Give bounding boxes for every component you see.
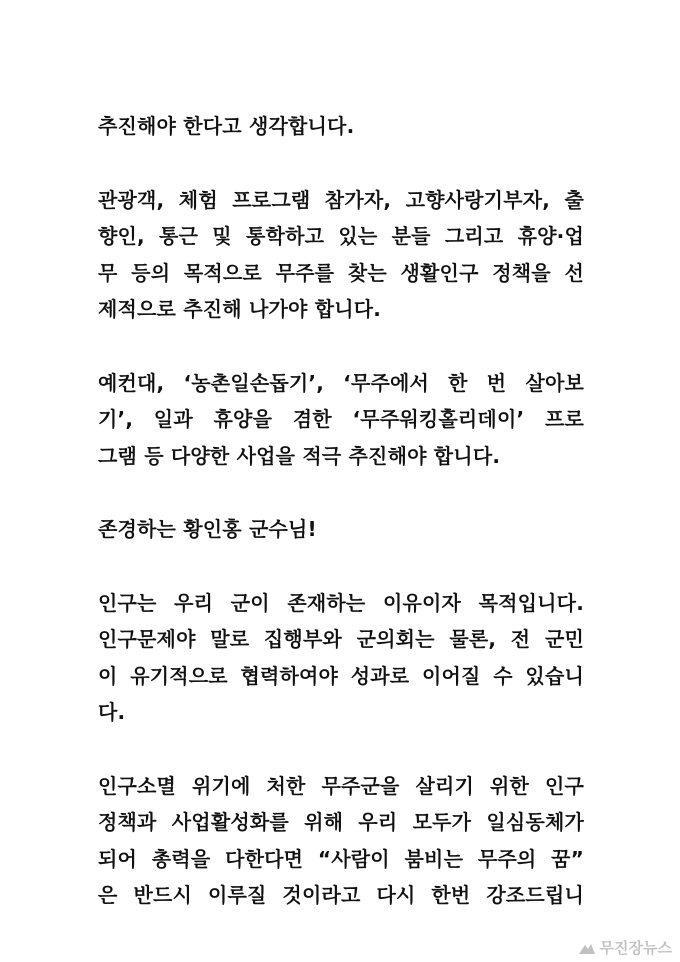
document-page xyxy=(98,108,584,951)
text-line: 기’, 일과 휴양을 겸한 ‘무주워킹홀리데이’ 프로 xyxy=(98,407,584,431)
text-line: 제적으로 추진해 나가야 합니다. xyxy=(98,297,382,321)
watermark-text: 무진장뉴스 xyxy=(599,939,672,957)
paragraph-4 xyxy=(98,511,584,548)
text-line: 그램 등 다양한 사업을 적극 추진해야 합니다. xyxy=(98,443,501,468)
text-line: 다. xyxy=(98,700,126,724)
text-line: 관광객, 체험 프로그램 참가자, 고향사랑기부자, 출 xyxy=(98,187,584,212)
text-line: 되어 총력을 다한다면 “사람이 붐비는 무주의 꿈” xyxy=(98,846,584,871)
paragraph-6 xyxy=(98,768,584,914)
watermark xyxy=(578,937,672,958)
text-line: 인구는 우리 군이 존재하는 이유이자 목적입니다. xyxy=(98,590,584,615)
paragraph-5 xyxy=(98,585,584,731)
paragraph-2 xyxy=(98,182,584,328)
text-line: 예컨대, ‘농촌일손돕기’, ‘무주에서 한 번 살아보 xyxy=(98,370,584,395)
text-line: 인구문제야 말로 집행부와 군의회는 물론, 전 군민 xyxy=(98,627,584,651)
text-line: 은 반드시 이루질 것이라고 다시 한번 강조드립니 xyxy=(98,883,584,907)
text-line: 인구소멸 위기에 처한 무주군을 살리기 위한 인구 xyxy=(98,773,584,798)
text-line: 무 등의 목적으로 무주를 찾는 생활인구 정책을 선 xyxy=(98,260,584,285)
mountain-logo-icon xyxy=(578,941,596,955)
text-line: 존경하는 황인홍 군수님! xyxy=(98,517,317,541)
text-line: 추진해야 한다고 생각합니다. xyxy=(98,114,355,138)
paragraph-1 xyxy=(98,108,584,145)
text-line: 이 유기적으로 협력하여야 성과로 이어질 수 있습니 xyxy=(98,663,584,688)
text-line: 향인, 통근 및 통학하고 있는 분들 그리고 휴양·업 xyxy=(98,224,584,248)
paragraph-3 xyxy=(98,365,584,475)
text-line: 정책과 사업활성화를 위해 우리 모두가 일심동체가 xyxy=(98,810,584,834)
